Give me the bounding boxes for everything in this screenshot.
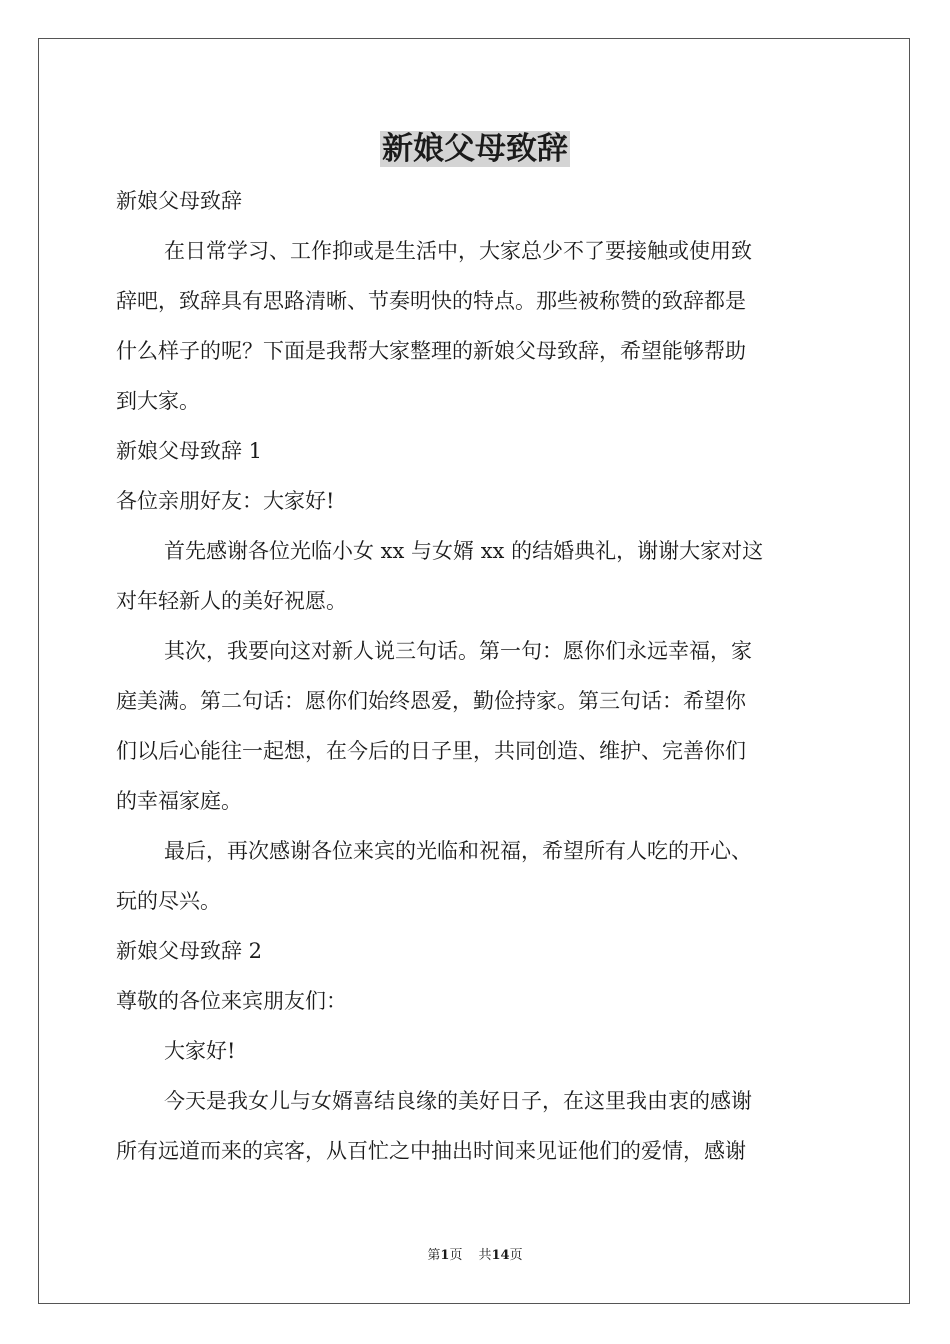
body-line: 玩的尽兴。 [116, 889, 221, 913]
body-line: 所有远道而来的宾客，从百忙之中抽出时间来见证他们的爱情，感谢 [116, 1139, 746, 1163]
page-number-prefix: 第 [427, 1248, 441, 1263]
body-line: 最后，再次感谢各位来宾的光临和祝福，希望所有人吃的开心、 [164, 839, 752, 863]
body-line: 的幸福家庭。 [116, 789, 242, 813]
body-line: 其次，我要向这对新人说三句话。第一句：愿你们永远幸福，家 [164, 639, 752, 663]
page-number: 1 [440, 1248, 450, 1263]
body-line: 首先感谢各位光临小女 xx 与女婿 xx 的结婚典礼，谢谢大家对这 [164, 539, 764, 563]
body-line: 在日常学习、工作抑或是生活中，大家总少不了要接触或使用致 [164, 239, 752, 263]
total-pages: 14 [491, 1248, 510, 1263]
document-title-text: 新娘父母致辞 [382, 131, 568, 167]
body-line: 辞吧，致辞具有思路清晰、节奏明快的特点。那些被称赞的致辞都是 [116, 289, 746, 313]
body-line: 到大家。 [116, 389, 200, 413]
document-body [116, 176, 836, 1176]
body-line: 对年轻新人的美好祝愿。 [116, 589, 347, 613]
body-line: 今天是我女儿与女婿喜结良缘的美好日子，在这里我由衷的感谢 [164, 1089, 752, 1113]
body-line: 庭美满。第二句话：愿你们始终恩爱，勤俭持家。第三句话：希望你 [116, 689, 746, 713]
page-number-suffix: 页 [449, 1248, 463, 1263]
body-line: 什么样子的呢？下面是我帮大家整理的新娘父母致辞，希望能够帮助 [116, 339, 746, 363]
total-pages-prefix: 共 [478, 1248, 492, 1263]
body-line: 大家好! [164, 1039, 236, 1063]
total-pages-suffix: 页 [509, 1248, 523, 1263]
body-line: 各位亲朋好友：大家好! [116, 489, 335, 513]
body-line: 们以后心能往一起想，在今后的日子里，共同创造、维护、完善你们 [116, 739, 746, 763]
body-line: 新娘父母致辞 [116, 189, 242, 213]
page-footer [0, 1246, 950, 1266]
body-line: 尊敬的各位来宾朋友们： [116, 989, 347, 1013]
document-title [0, 126, 950, 172]
section-heading: 新娘父母致辞 2 [116, 939, 263, 963]
section-heading: 新娘父母致辞 1 [116, 439, 263, 463]
